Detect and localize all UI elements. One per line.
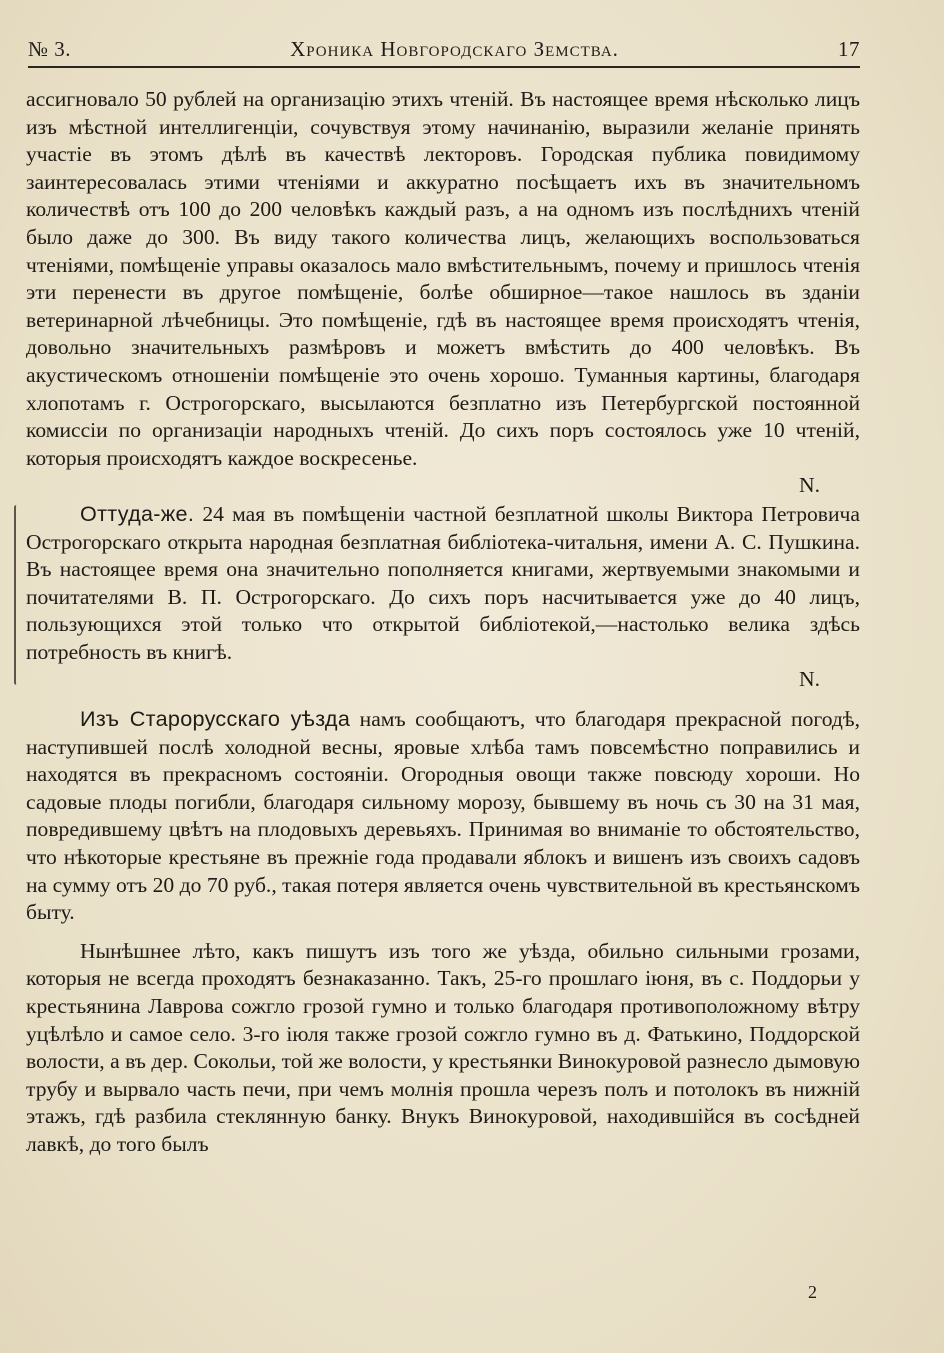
paragraph-1	[26, 86, 860, 472]
article-body	[26, 86, 860, 1159]
paragraph-lead: Изъ Старорусскаго уѣзда	[80, 706, 351, 732]
paragraph-text: ассигновало 50 рублей на организацію этихъ чтеній. Въ настоящее время нѣсколько лицъ изъ мѣстной интеллигенціи, сочувствуя этому начинанію, выразили желаніе принять участіе въ этомъ дѣлѣ въ качествѣ лекторовъ. Городская публика повидимому заинтересовалась этими чтеніями и аккуратно посѣщаетъ ихъ въ значительномъ количествѣ отъ 100 до 200 человѣкъ каждый разъ, а на одномъ изъ послѣднихъ чтеній было даже до 300. Въ виду такого количества лицъ, желающихъ воспользоваться чтеніями, помѣщеніе управы оказалось мало вмѣстительнымъ, почему и пришлось чтенія эти перенести въ другое помѣщеніе, болѣе обширное—такое нашлось въ зданіи ветеринарной лѣчебницы. Это помѣщеніе, гдѣ въ настоящее время происходятъ чтенія, довольно значительныхъ размѣровъ и можетъ вмѣстить до 400 человѣкъ. Въ акустическомъ отношеніи помѣщеніе это очень хорошо. Туманныя картины, благодаря хлопотамъ г. Острогорскаго, высылаются безплатно изъ Петербургской постоянной комиссіи по организаціи народныхъ чтеній. До сихъ поръ состоялось уже 10 чтеній, которыя происходятъ каждое воскресенье.	[26, 87, 860, 470]
signature: N.	[799, 667, 820, 692]
signature: N.	[799, 473, 820, 498]
paragraph-3	[26, 705, 860, 927]
paragraph-4	[26, 938, 860, 1159]
page-number: 17	[837, 37, 860, 61]
paragraph-text: Нынѣшнее лѣто, какъ пишутъ изъ того же уѣзда, обильно сильными грозами, которыя не всегда проходятъ безнаказанно. Такъ, 25-го прошлаго іюня, въ с. Поддорьи у крестьянина Лаврова сожгло грозой гумно и только благодаря противоположному вѣтру уцѣлѣло и самое село. 3-го іюля также грозой сожгло гумно въ д. Фатькино, Поддорской волости, а въ дер. Сокольи, той же волости, у крестьянки Винокуровой разнесло дымовую трубу и вырвало часть печи, при чемъ молнія прошла черезъ полъ и потолокъ въ нижній этажъ, гдѣ разбила стеклянную банку. Внукъ Винокуровой, находившійся въ сосѣдней лавкѣ, до того былъ	[26, 938, 860, 1156]
margin-pencil-mark	[14, 505, 19, 685]
page-header	[28, 30, 860, 62]
paragraph-text: намъ сообщаютъ, что благодаря прекрасной погодѣ, наступившей послѣ холодной весны, яровые хлѣба тамъ повсемѣстно поправились и находятся въ прекрасномъ состояніи. Огородныя овощи также повсюду хороши. Но садовые плоды погибли, благодаря сильному морозу, бывшему въ ночь съ 30 на 31 мая, повредившему цвѣтъ на плодовыхъ деревьяхъ. Принимая во вниманіе то обстоятельство, что нѣкоторые крестьяне въ прежніе года продавали яблокъ и вишенъ изъ своихъ садовъ на сумму отъ 20 до 70 руб., такая потеря является очень чувствительной въ крестьянскомъ быту.	[26, 707, 860, 925]
journal-title: Хроника Новгородскаго Земства.	[290, 37, 619, 61]
signature-mark: 2	[808, 1282, 817, 1302]
paragraph-lead: Оттуда-же.	[80, 500, 195, 526]
header-rule	[28, 66, 860, 68]
issue-number: № 3.	[28, 37, 72, 61]
paragraph-2	[26, 500, 860, 667]
paragraph-text: 24 мая въ помѣщеніи частной безплатной школы Виктора Петровича Острогорскаго открыта народная безплатная библіотека-читальня, имени А. С. Пушкина. Въ настоящее время она значительно пополняется книгами, жертвуемыми знакомыми и почитателями В. П. Острогорскаго. До сихъ поръ насчитывается уже до 40 лицъ, пользующихся этой только что открытой библіотекой,—настолько велика здѣсь потребность въ книгѣ.	[26, 501, 860, 664]
